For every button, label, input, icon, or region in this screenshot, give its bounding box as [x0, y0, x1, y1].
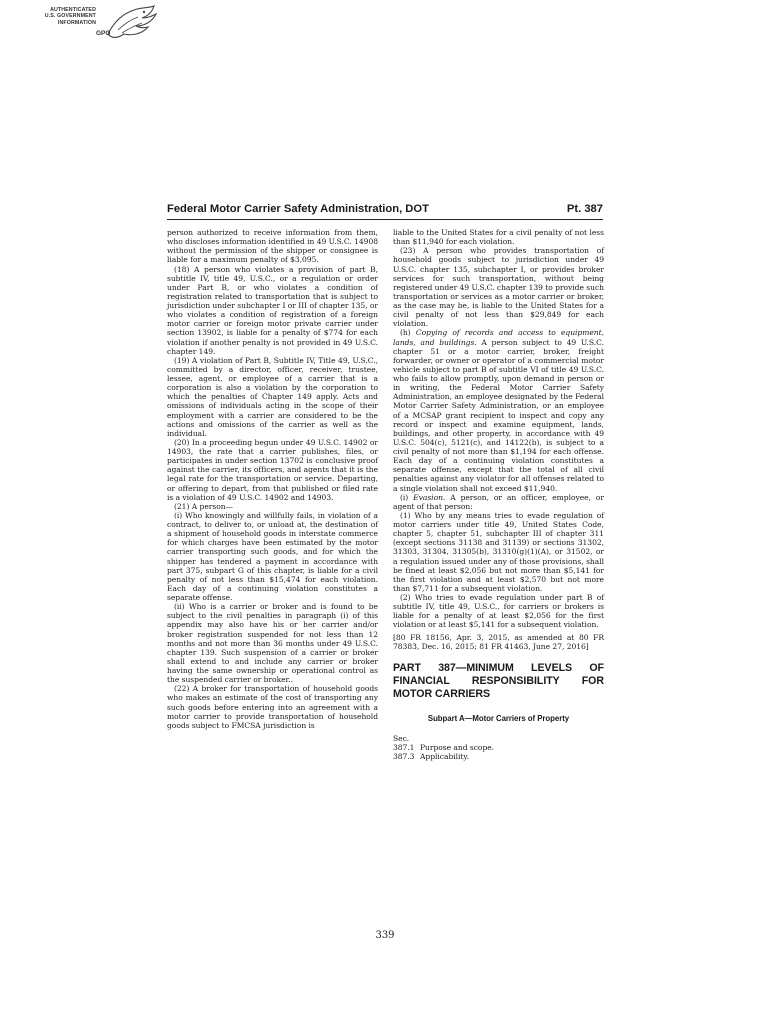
paragraph-20: (20) In a proceeding begun under 49 U.S.C. 14902 or 14903, the rate that a carrier publishes, files, or participates in under section 13702 is conclusive proof against the carrier, its officers, and agents that it is the legal rate for the transportation or service. Departing, or offering to depart, from that published or filed rate is a violation of 49 U.S.C. 14902 and 14903. — [167, 437, 378, 502]
toc-entry — [393, 743, 604, 752]
running-header — [167, 203, 603, 220]
paragraph: liable to the United States for a civil penalty of not less than $11,940 for each violation. — [393, 228, 604, 247]
paragraph-label: (h) — [400, 328, 411, 338]
part-heading: PART 387—MINIMUM LEVELS OF FINANCIAL RESPONSIBILITY FOR MOTOR CARRIERS — [393, 661, 604, 700]
paragraph-i-text: A person, or an officer, employee, or agent of that person: — [393, 492, 604, 511]
paragraph-18: (18) A person who violates a provision of part B, subtitle IV, title 49, U.S.C., or a regulation or order under Part B, or who violates a condition of registration related to transportation that is subject to jurisdiction under subchapter I or III of chapter 135, or who violates a condition of registration of a foreign motor carrier or foreign motor private carrier under section 13902, is liable for a penalty of $774 for each violation if another penalty is not provided in 49 U.S.C. chapter 149. — [167, 264, 378, 356]
seal-line: AUTHENTICATED — [50, 7, 96, 13]
paragraph-21-ii: (ii) Who is a carrier or broker and is found to be subject to the civil penalties in paragraph (i) of this appendix may also have his or her carrier and/or broker registration suspended for not less than 12 months and not more than 36 months under 49 U.S.C. chapter 139. Such suspension of a carrier or broker shall extend to and include any carrier or broker having the same ownership or operational control as the suspended carrier or broker.. — [167, 602, 378, 685]
toc-entry — [393, 752, 604, 761]
seal-gpo-label: GPO — [96, 30, 111, 37]
right-column — [393, 228, 604, 761]
paragraph-h-text: A person subject to 49 U.S.C. chapter 51 or a motor carrier, broker, freight forwarder, or owner or operator of a commercial motor vehicle subject to part B of subtitle VI of title 49 U.S.C. who fails to allow promptly, upon demand in person or in writing, the Federal Motor Carrier Safety Administration, an employee designated by the Federal Motor Carrier Safety Administration, or an employee of a MCSAP grant recipient to inspect and copy any record or inspect and examine equipment, lands, buildings, and other property, in accordance with 49 U.S.C. 504(c), 5121(c), and 14122(b), is subject to a civil penalty of not more than $1,194 for each offense. Each day of a continuing violation constitutes a separate offense, except that the total of all civil penalties against any violator for all offenses related to a single violation shall not exceed $11,940. — [393, 337, 605, 493]
toc-number: 387.3 — [393, 752, 415, 762]
toc-title: Purpose and scope. — [420, 743, 495, 752]
seal-line: U.S. GOVERNMENT — [44, 13, 96, 20]
header-agency: Federal Motor Carrier Safety Administration, DOT — [167, 203, 429, 215]
paragraph-i-title: Evasion. — [413, 492, 446, 502]
eagle-icon — [104, 4, 158, 44]
gpo-authentication-seal — [18, 2, 148, 46]
section-label: Sec. — [393, 733, 410, 743]
paragraph-label: (i) — [400, 492, 409, 502]
amendment-citation: [80 FR 18156, Apr. 3, 2015, as amended at 80 FR 78383, Dec. 16, 2015; 81 FR 41463, June 27, 2016] — [393, 632, 604, 651]
seal-line: INFORMATION — [57, 19, 96, 26]
paragraph-h — [393, 328, 604, 492]
left-column — [167, 228, 378, 730]
paragraph-h-title: Copying of records and access to equipment, lands, and buildings. — [393, 328, 604, 347]
paragraph-i-1: (1) Who by any means tries to evade regulation of motor carriers under title 49, United States Code, chapter 5, chapter 51, subchapter III of chapter 311 (except sections 31138 and 31139) or sections 31302, 31303, 31304, 31305(b), 31310(g)(1)(A), or 31502, or a regulation issued under any of those provisions, shall be fined at least $2,056 but not more than $5,141 for the first violation and at least $2,570 but not more than $7,711 for a subsequent violation. — [393, 510, 604, 593]
paragraph: person authorized to receive information from them, who discloses information identified in 49 U.S.C. 14908 without the permission of the shipper or consignee is liable for a maximum penalty of $3,095. — [167, 228, 378, 265]
page-number: 339 — [375, 930, 395, 941]
paragraph-19: (19) A violation of Part B, Subtitle IV, Title 49, U.S.C., committed by a director, officer, receiver, trustee, lessee, agent, or employee of a carrier that is a corporation is also a violation by the corporation to which the penalties of Chapter 149 apply. Acts and omissions of individuals acting in the scope of their employment with a carrier are considered to be the actions and omissions of the carrier as well as the individual. — [167, 355, 378, 438]
toc-title: Applicability. — [420, 752, 470, 762]
paragraph-23: (23) A person who provides transportation of household goods subject to jurisdiction under 49 U.S.C. chapter 135, subchapter I, or provides broker services for such transportation, without being registered under 49 U.S.C. chapter 139 to provide such transportation or services as a motor carrier or broker, as the case may be, is liable to the United States for a civil penalty of not less than $29,849 for each violation. — [393, 246, 604, 329]
paragraph-i — [393, 493, 604, 511]
toc-number: 387.1 — [393, 743, 415, 752]
paragraph-i-2: (2) Who tries to evade regulation under part B of subtitle IV, title 49, U.S.C., for carriers or brokers is liable for a penalty of at least $2,056 for the first violation or at least $5,141 for a subsequent violation. — [393, 593, 604, 630]
paragraph-21-i: (i) Who knowingly and willfully fails, in violation of a contract, to deliver to, or unload at, the destination of a shipment of household goods in interstate commerce for which charges have been estimated by the motor carrier transporting such goods, and for which the shipper has tendered a payment in accordance with part 375, subpart G of this chapter, is liable for a civil penalty of not less than $15,474 for each violation. Each day of a continuing violation constitutes a separate offense. — [167, 510, 378, 602]
paragraph-22: (22) A broker for transportation of household goods who makes an estimate of the cost of transporting any such goods before entering into an agreement with a motor carrier to provide transportation of household goods subject to FMCSA jurisdiction is — [167, 684, 378, 730]
seal-text — [18, 7, 96, 26]
header-part: Pt. 387 — [566, 203, 603, 215]
subpart-heading: Subpart A—Motor Carriers of Property — [427, 713, 570, 723]
paragraph-21: (21) A person— — [174, 501, 234, 511]
